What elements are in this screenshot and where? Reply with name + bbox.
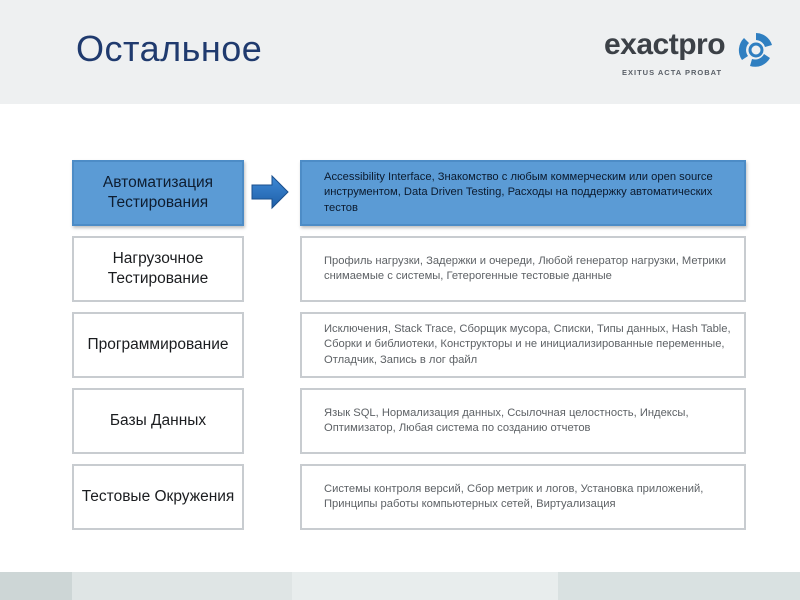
category-label-box: Программирование bbox=[72, 312, 244, 378]
footer-segment bbox=[72, 572, 292, 600]
logo-tagline: EXITUS ACTA PROBAT bbox=[622, 68, 723, 77]
slide-title: Остальное bbox=[76, 28, 263, 69]
exactpro-swirl-icon bbox=[736, 30, 776, 70]
category-label-box: Тестовые Окружения bbox=[72, 464, 244, 530]
category-label-box: Нагрузочное Тестирование bbox=[72, 236, 244, 302]
category-description-box: Системы контроля версий, Сбор метрик и логов, Установка приложений, Принципы работы компьютерных сетей, Виртуализация bbox=[300, 464, 746, 530]
row-programming bbox=[0, 312, 800, 380]
logo-wordmark: exactpro bbox=[604, 28, 726, 61]
exactpro-logo bbox=[604, 28, 780, 80]
footer-band bbox=[0, 572, 800, 600]
right-arrow-icon bbox=[250, 174, 290, 210]
category-description-box: Язык SQL, Нормализация данных, Ссылочная целостность, Индексы, Оптимизатор, Любая система по созданию отчетов bbox=[300, 388, 746, 454]
category-label-box: Автоматизация Тестирования bbox=[72, 160, 244, 226]
footer-segment bbox=[558, 572, 800, 600]
category-description-box: Профиль нагрузки, Задержки и очереди, Любой генератор нагрузки, Метрики снимаемые с системы, Гетерогенные тестовые данные bbox=[300, 236, 746, 302]
footer-segment bbox=[292, 572, 558, 600]
category-description-box: Исключения, Stack Trace, Сборщик мусора, Списки, Типы данных, Hash Table, Сборки и библиотеки, Конструкторы и не инициализированные переменные, Отладчик, Запись в лог файл bbox=[300, 312, 746, 378]
row-databases bbox=[0, 388, 800, 456]
footer-segment bbox=[0, 572, 72, 600]
row-test-environments bbox=[0, 464, 800, 532]
category-label-box: Базы Данных bbox=[72, 388, 244, 454]
category-description-box: Accessibility Interface, Знакомство с любым коммерческим или open source инструментом, Data Driven Testing, Расходы на поддержку автоматических тестов bbox=[300, 160, 746, 226]
row-load-testing bbox=[0, 236, 800, 304]
row-test-automation bbox=[0, 160, 800, 228]
